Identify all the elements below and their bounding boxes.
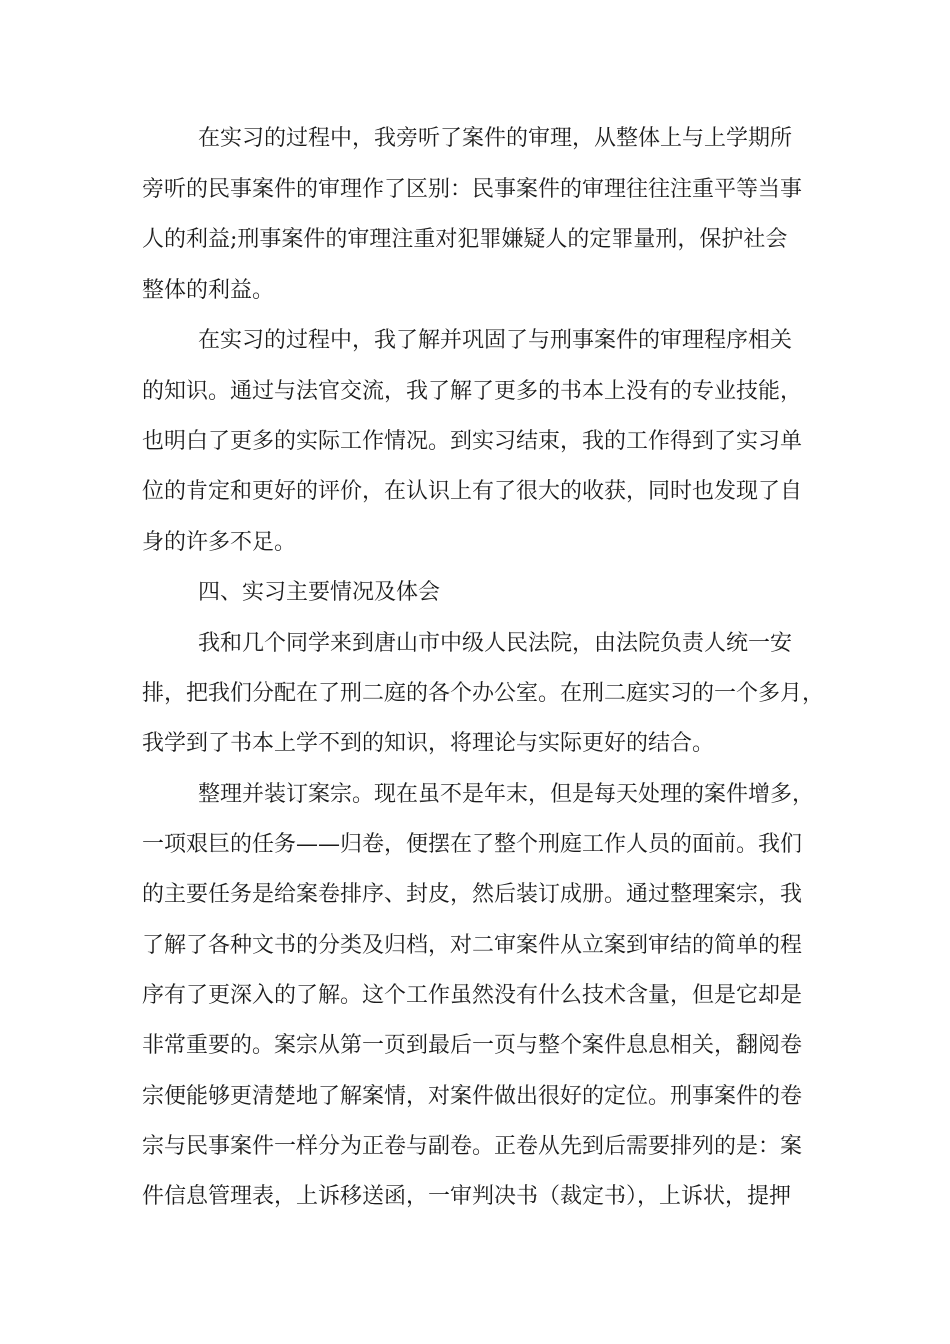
text-line: 人的利益;刑事案件的审理注重对犯罪嫌疑人的定罪量刑，保护社会: [142, 227, 788, 252]
text-line: 件信息管理表，上诉移送函，一审判决书（裁定书），上诉状，提押: [142, 1184, 792, 1209]
text-line: 非常重要的。案宗从第一页到最后一页与整个案件息息相关，翻阅卷: [142, 1033, 803, 1058]
text-line: 序有了更深入的了解。这个工作虽然没有什么技术含量，但是它却是: [142, 983, 803, 1008]
text-line: 我和几个同学来到唐山市中级人民法院，由法院负责人统一安: [198, 631, 793, 656]
text-line: 在实习的过程中，我旁听了案件的审理，从整体上与上学期所: [198, 126, 793, 151]
text-line: 宗与民事案件一样分为正卷与副卷。正卷从先到后需要排列的是：案: [142, 1134, 803, 1159]
section-heading: 四、实习主要情况及体会: [198, 580, 441, 605]
text-line: 整体的利益。: [142, 278, 275, 303]
text-line: 了解了各种文书的分类及归档，对二审案件从立案到审结的简单的程: [142, 933, 803, 958]
text-line: 的主要任务是给案卷排序、封皮，然后装订成册。通过整理案宗，我: [142, 882, 803, 907]
text-line: 宗便能够更清楚地了解案情，对案件做出很好的定位。刑事案件的卷: [142, 1084, 803, 1109]
text-line: 旁听的民事案件的审理作了区别：民事案件的审理往往注重平等当事: [142, 177, 803, 202]
text-line: 的知识。通过与法官交流，我了解了更多的书本上没有的专业技能，: [142, 379, 803, 404]
text-line: 身的许多不足。: [142, 530, 297, 555]
text-line: 位的肯定和更好的评价，在认识上有了很大的收获，同时也发现了自: [142, 479, 803, 504]
text-line: 一项艰巨的任务——归卷，便摆在了整个刑庭工作人员的面前。我们: [142, 832, 803, 857]
text-line: 也明白了更多的实际工作情况。到实习结束，我的工作得到了实习单: [142, 429, 803, 454]
text-line: 整理并装订案宗。现在虽不是年末，但是每天处理的案件增多，: [198, 782, 815, 807]
text-line: 排，把我们分配在了刑二庭的各个办公室。在刑二庭实习的一个多月，: [142, 681, 825, 706]
text-line: 我学到了书本上学不到的知识，将理论与实际更好的结合。: [142, 731, 715, 756]
text-line: 在实习的过程中，我了解并巩固了与刑事案件的审理程序相关: [198, 328, 793, 353]
